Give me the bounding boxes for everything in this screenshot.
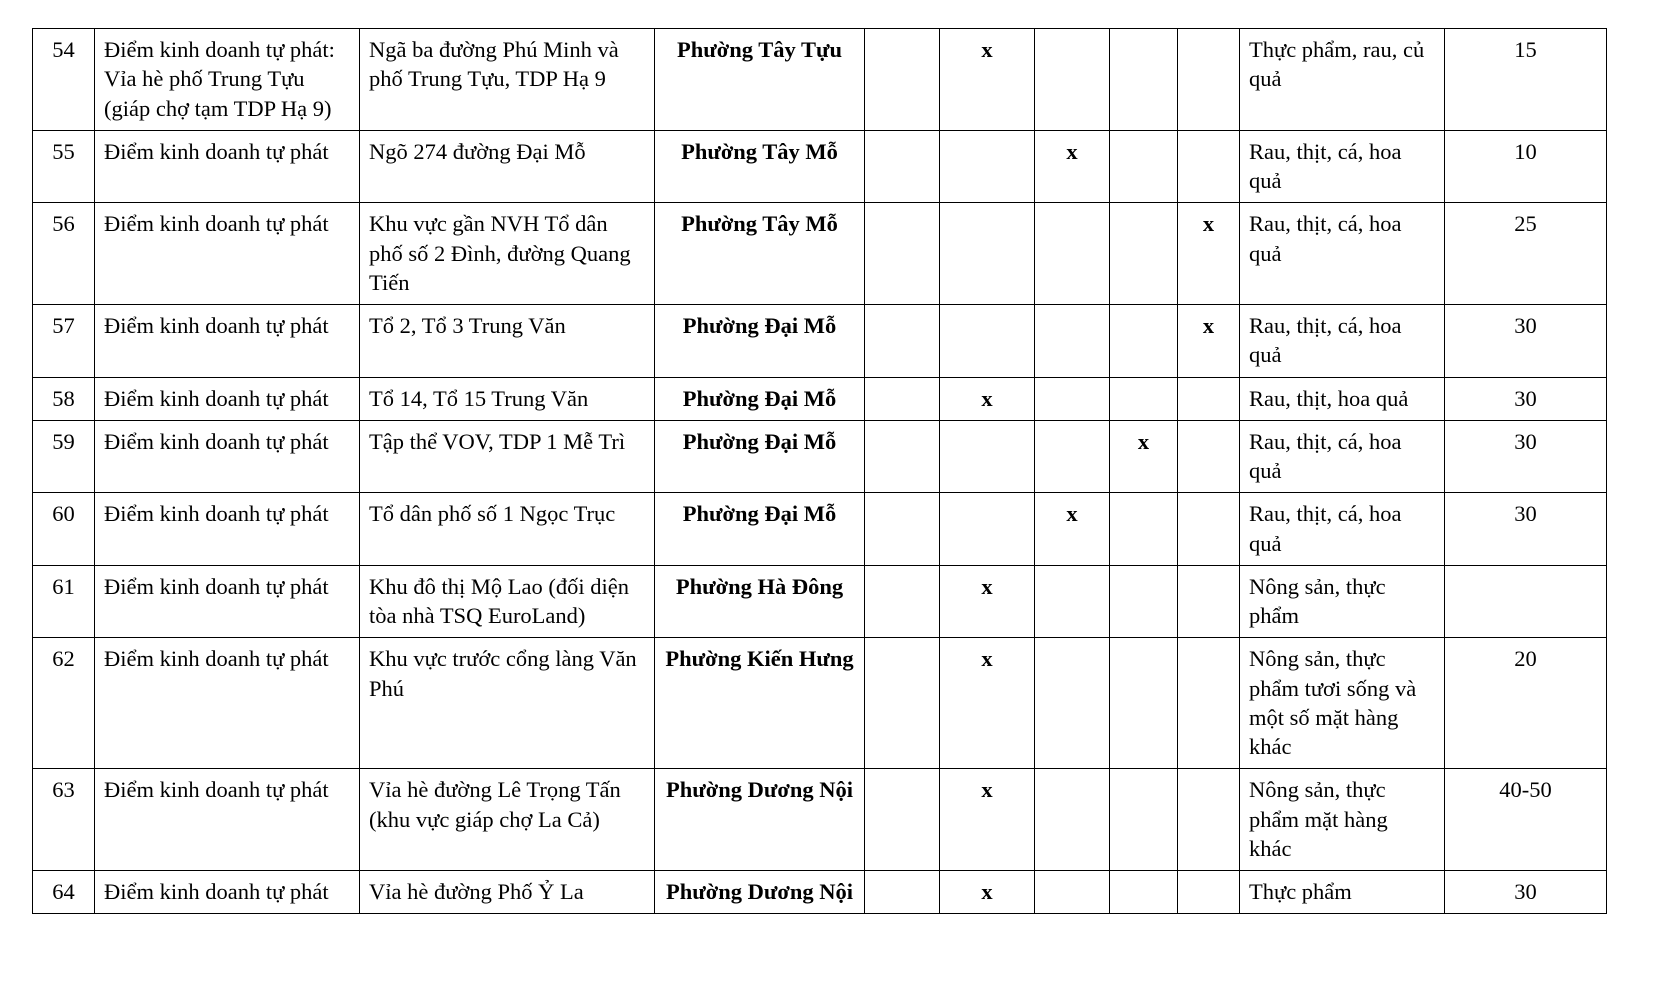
cell-mark-2: x — [940, 377, 1035, 420]
table-row — [33, 638, 1607, 769]
cell-goods: Rau, thịt, cá, hoa quả — [1240, 130, 1445, 203]
cell-name: Điểm kinh doanh tự phát — [95, 769, 360, 871]
cell-mark-1 — [865, 871, 940, 914]
table-row — [33, 565, 1607, 638]
table-row — [33, 305, 1607, 378]
cell-stt: 61 — [33, 565, 95, 638]
cell-mark-3 — [1035, 29, 1110, 131]
table-row — [33, 769, 1607, 871]
cell-mark-5 — [1178, 420, 1240, 493]
cell-mark-3 — [1035, 638, 1110, 769]
cell-mark-5 — [1178, 29, 1240, 131]
cell-mark-4 — [1110, 305, 1178, 378]
table-row — [33, 493, 1607, 566]
cell-name: Điểm kinh doanh tự phát — [95, 493, 360, 566]
cell-mark-5 — [1178, 377, 1240, 420]
cell-mark-2: x — [940, 29, 1035, 131]
cell-mark-5 — [1178, 871, 1240, 914]
cell-quantity: 15 — [1445, 29, 1607, 131]
cell-mark-4 — [1110, 565, 1178, 638]
cell-quantity: 10 — [1445, 130, 1607, 203]
cell-name: Điểm kinh doanh tự phát — [95, 420, 360, 493]
cell-ward: Phường Hà Đông — [655, 565, 865, 638]
cell-mark-3 — [1035, 565, 1110, 638]
cell-mark-3: x — [1035, 493, 1110, 566]
cell-stt: 54 — [33, 29, 95, 131]
cell-goods: Rau, thịt, cá, hoa quả — [1240, 305, 1445, 378]
cell-mark-1 — [865, 638, 940, 769]
cell-stt: 57 — [33, 305, 95, 378]
cell-name: Điểm kinh doanh tự phát — [95, 565, 360, 638]
table-row — [33, 29, 1607, 131]
cell-mark-1 — [865, 29, 940, 131]
cell-address: Tổ 14, Tổ 15 Trung Văn — [360, 377, 655, 420]
cell-mark-2 — [940, 420, 1035, 493]
cell-mark-1 — [865, 130, 940, 203]
cell-ward: Phường Đại Mỗ — [655, 420, 865, 493]
table-body — [33, 29, 1607, 914]
cell-mark-4 — [1110, 769, 1178, 871]
cell-mark-2: x — [940, 638, 1035, 769]
cell-address: Ngõ 274 đường Đại Mỗ — [360, 130, 655, 203]
cell-ward: Phường Đại Mỗ — [655, 377, 865, 420]
cell-mark-4 — [1110, 871, 1178, 914]
cell-ward: Phường Đại Mỗ — [655, 305, 865, 378]
cell-goods: Nông sản, thực phẩm tươi sống và một số mặt hàng khác — [1240, 638, 1445, 769]
cell-mark-2 — [940, 203, 1035, 305]
cell-mark-4 — [1110, 493, 1178, 566]
cell-mark-3 — [1035, 769, 1110, 871]
cell-stt: 62 — [33, 638, 95, 769]
cell-stt: 55 — [33, 130, 95, 203]
cell-mark-2: x — [940, 871, 1035, 914]
cell-address: Tập thể VOV, TDP 1 Mễ Trì — [360, 420, 655, 493]
cell-address: Ngã ba đường Phú Minh và phố Trung Tựu, TDP Hạ 9 — [360, 29, 655, 131]
cell-name: Điểm kinh doanh tự phát — [95, 203, 360, 305]
cell-quantity: 30 — [1445, 493, 1607, 566]
cell-stt: 59 — [33, 420, 95, 493]
cell-goods: Thực phẩm, rau, củ quả — [1240, 29, 1445, 131]
cell-mark-1 — [865, 203, 940, 305]
cell-quantity: 30 — [1445, 377, 1607, 420]
cell-mark-5 — [1178, 493, 1240, 566]
cell-stt: 63 — [33, 769, 95, 871]
cell-goods: Rau, thịt, cá, hoa quả — [1240, 493, 1445, 566]
cell-address: Khu vực trước cổng làng Văn Phú — [360, 638, 655, 769]
cell-address: Tổ 2, Tổ 3 Trung Văn — [360, 305, 655, 378]
cell-mark-2 — [940, 493, 1035, 566]
cell-mark-4 — [1110, 638, 1178, 769]
cell-mark-2 — [940, 305, 1035, 378]
cell-mark-3: x — [1035, 130, 1110, 203]
cell-ward: Phường Kiến Hưng — [655, 638, 865, 769]
cell-mark-5: x — [1178, 203, 1240, 305]
cell-name: Điểm kinh doanh tự phát — [95, 305, 360, 378]
cell-address: Vỉa hè đường Phố Ỷ La — [360, 871, 655, 914]
cell-quantity: 30 — [1445, 420, 1607, 493]
cell-name: Điểm kinh doanh tự phát — [95, 130, 360, 203]
cell-quantity — [1445, 565, 1607, 638]
cell-mark-2: x — [940, 565, 1035, 638]
cell-quantity: 30 — [1445, 871, 1607, 914]
cell-mark-5: x — [1178, 305, 1240, 378]
cell-goods: Thực phẩm — [1240, 871, 1445, 914]
cell-name: Điểm kinh doanh tự phát: Vỉa hè phố Trung Tựu (giáp chợ tạm TDP Hạ 9) — [95, 29, 360, 131]
cell-goods: Nông sản, thực phẩm — [1240, 565, 1445, 638]
cell-address: Khu đô thị Mộ Lao (đối diện tòa nhà TSQ EuroLand) — [360, 565, 655, 638]
cell-mark-3 — [1035, 305, 1110, 378]
cell-mark-4 — [1110, 377, 1178, 420]
cell-mark-3 — [1035, 420, 1110, 493]
cell-mark-4: x — [1110, 420, 1178, 493]
cell-mark-2: x — [940, 769, 1035, 871]
cell-ward: Phường Dương Nội — [655, 871, 865, 914]
cell-mark-5 — [1178, 769, 1240, 871]
cell-name: Điểm kinh doanh tự phát — [95, 871, 360, 914]
cell-ward: Phường Tây Mỗ — [655, 130, 865, 203]
cell-mark-1 — [865, 420, 940, 493]
cell-mark-3 — [1035, 377, 1110, 420]
spontaneous-business-points-table — [32, 28, 1607, 914]
table-row — [33, 130, 1607, 203]
table-row — [33, 871, 1607, 914]
cell-stt: 60 — [33, 493, 95, 566]
cell-mark-1 — [865, 377, 940, 420]
cell-mark-3 — [1035, 203, 1110, 305]
cell-mark-4 — [1110, 29, 1178, 131]
cell-goods: Rau, thịt, cá, hoa quả — [1240, 203, 1445, 305]
cell-quantity: 40-50 — [1445, 769, 1607, 871]
cell-ward: Phường Tây Tựu — [655, 29, 865, 131]
cell-quantity: 20 — [1445, 638, 1607, 769]
cell-mark-1 — [865, 565, 940, 638]
cell-quantity: 25 — [1445, 203, 1607, 305]
cell-mark-1 — [865, 305, 940, 378]
cell-mark-5 — [1178, 130, 1240, 203]
cell-mark-2 — [940, 130, 1035, 203]
cell-ward: Phường Đại Mỗ — [655, 493, 865, 566]
cell-mark-1 — [865, 769, 940, 871]
cell-mark-1 — [865, 493, 940, 566]
cell-ward: Phường Tây Mỗ — [655, 203, 865, 305]
cell-mark-4 — [1110, 203, 1178, 305]
table-row — [33, 377, 1607, 420]
cell-address: Khu vực gần NVH Tổ dân phố số 2 Đình, đường Quang Tiến — [360, 203, 655, 305]
table-row — [33, 420, 1607, 493]
cell-quantity: 30 — [1445, 305, 1607, 378]
cell-address: Vỉa hè đường Lê Trọng Tấn (khu vực giáp chợ La Cả) — [360, 769, 655, 871]
cell-mark-5 — [1178, 565, 1240, 638]
cell-goods: Rau, thịt, cá, hoa quả — [1240, 420, 1445, 493]
cell-address: Tổ dân phố số 1 Ngọc Trục — [360, 493, 655, 566]
cell-mark-5 — [1178, 638, 1240, 769]
cell-stt: 58 — [33, 377, 95, 420]
cell-name: Điểm kinh doanh tự phát — [95, 377, 360, 420]
cell-goods: Nông sản, thực phẩm mặt hàng khác — [1240, 769, 1445, 871]
cell-stt: 56 — [33, 203, 95, 305]
cell-mark-3 — [1035, 871, 1110, 914]
table-row — [33, 203, 1607, 305]
cell-ward: Phường Dương Nội — [655, 769, 865, 871]
cell-goods: Rau, thịt, hoa quả — [1240, 377, 1445, 420]
cell-stt: 64 — [33, 871, 95, 914]
cell-name: Điểm kinh doanh tự phát — [95, 638, 360, 769]
cell-mark-4 — [1110, 130, 1178, 203]
